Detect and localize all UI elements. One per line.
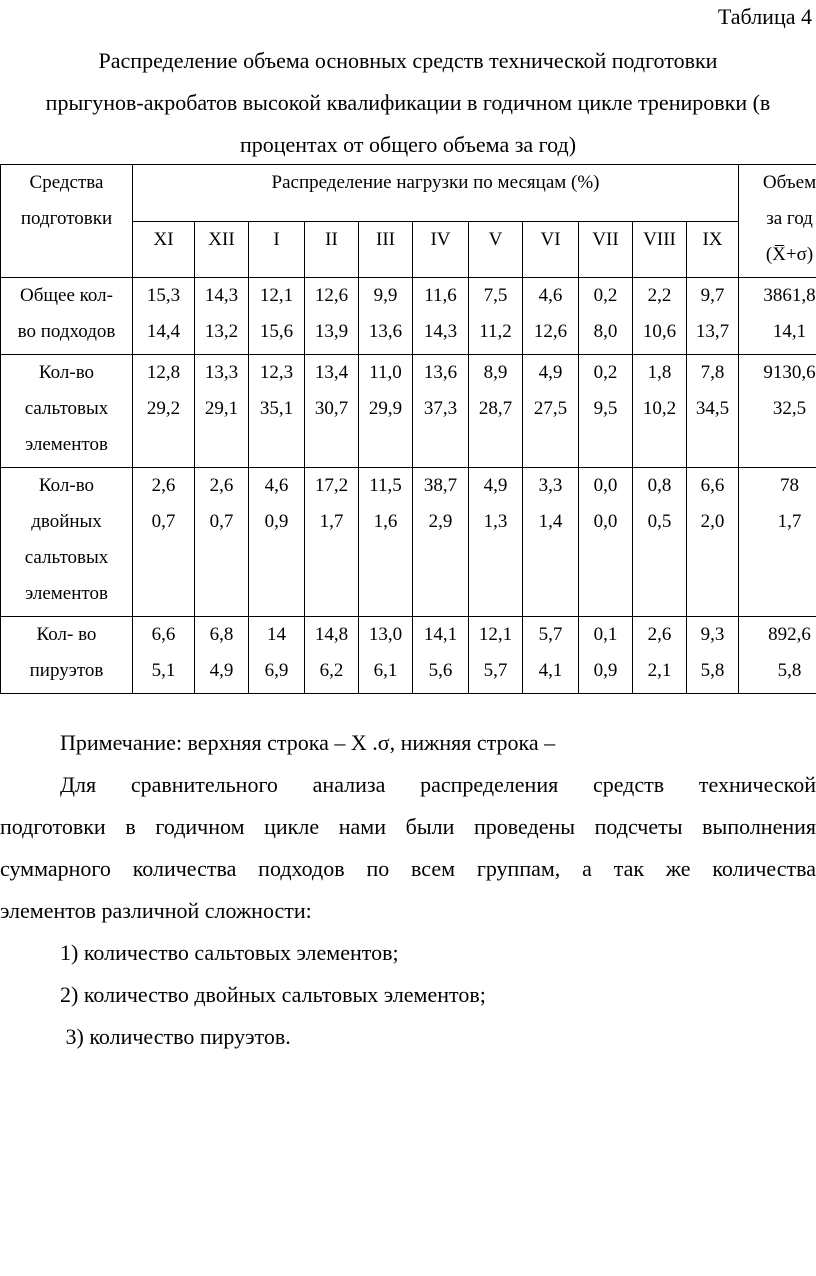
mean-value: 0,0 bbox=[593, 475, 618, 496]
mean-value: 12,6 bbox=[314, 285, 349, 306]
value-cell bbox=[195, 278, 249, 355]
mean-value: 0,2 bbox=[593, 362, 618, 383]
value-cell bbox=[579, 617, 633, 694]
mean-value: 38,7 bbox=[423, 475, 458, 496]
value-cell bbox=[413, 468, 469, 617]
mean-value: 14,3 bbox=[204, 285, 239, 306]
mean-value: 4,6 bbox=[538, 285, 563, 306]
mean-value: 0,8 bbox=[647, 475, 672, 496]
list-item: 2) количество двойных сальтовых элементов; bbox=[60, 982, 486, 1007]
table-row bbox=[1, 355, 816, 468]
month-header: VII bbox=[579, 221, 633, 278]
sd-value: 4,1 bbox=[538, 660, 563, 681]
value-cell bbox=[469, 278, 523, 355]
value-cell bbox=[633, 355, 687, 468]
sd-value: 0,9 bbox=[593, 660, 618, 681]
value-cell bbox=[523, 355, 579, 468]
sd-value: 1,4 bbox=[538, 511, 563, 532]
mean-value: 0,2 bbox=[593, 285, 618, 306]
row-label: Кол- во пируэтов bbox=[1, 617, 133, 694]
mean-value: 2,6 bbox=[647, 624, 672, 645]
mean-value: 11,5 bbox=[369, 475, 402, 496]
mean-value: 12,8 bbox=[146, 362, 181, 383]
sd-value: 12,6 bbox=[533, 321, 568, 342]
sd-value: 5,1 bbox=[151, 660, 176, 681]
mean-value: 13,4 bbox=[314, 362, 349, 383]
value-cell bbox=[305, 278, 359, 355]
sd-value: 2,9 bbox=[428, 511, 453, 532]
mean-value: 14 bbox=[267, 624, 286, 645]
month-header: V bbox=[469, 221, 523, 278]
header-months-group: Распределение нагрузки по месяцам (%) bbox=[133, 165, 739, 222]
sd-value: 6,9 bbox=[264, 660, 289, 681]
sd-value: 37,3 bbox=[423, 398, 458, 419]
sd-value: 14,4 bbox=[146, 321, 181, 342]
header-means: Средства подготовки bbox=[1, 165, 133, 278]
sd-value: 9,5 bbox=[593, 398, 618, 419]
month-header: I bbox=[249, 221, 305, 278]
mean-value: 13,0 bbox=[368, 624, 403, 645]
sd-value: 1,6 bbox=[373, 511, 398, 532]
value-cell bbox=[633, 468, 687, 617]
sd-value: 13,9 bbox=[314, 321, 349, 342]
sd-value: 34,5 bbox=[695, 398, 730, 419]
sd-value: 27,5 bbox=[533, 398, 568, 419]
value-cell bbox=[687, 468, 739, 617]
sd-value: 6,2 bbox=[319, 660, 344, 681]
sd-value: 29,1 bbox=[204, 398, 239, 419]
sd-value: 11,2 bbox=[479, 321, 512, 342]
sd-value: 14,3 bbox=[423, 321, 458, 342]
sd-value: 13,7 bbox=[695, 321, 730, 342]
sd-value: 0,0 bbox=[593, 511, 618, 532]
paragraph-line: подготовки в годичном цикле нами были проведены подсчеты выполнения bbox=[0, 814, 816, 839]
list bbox=[60, 932, 486, 1058]
month-header: IX bbox=[687, 221, 739, 278]
value-cell bbox=[579, 355, 633, 468]
value-cell bbox=[305, 617, 359, 694]
value-cell bbox=[249, 468, 305, 617]
sd-value: 2,1 bbox=[647, 660, 672, 681]
table-label: Таблица 4 bbox=[717, 4, 812, 29]
value-cell bbox=[469, 617, 523, 694]
value-cell bbox=[359, 355, 413, 468]
value-cell bbox=[133, 617, 195, 694]
mean-value: 7,5 bbox=[483, 285, 508, 306]
mean-value: 11,6 bbox=[424, 285, 457, 306]
value-cell bbox=[133, 468, 195, 617]
sd-value: 5,7 bbox=[483, 660, 508, 681]
mean-value: 7,8 bbox=[700, 362, 725, 383]
mean-value: 892,6 bbox=[768, 624, 811, 645]
value-cell bbox=[359, 468, 413, 617]
distribution-table bbox=[0, 164, 816, 694]
mean-value: 2,6 bbox=[151, 475, 176, 496]
sd-value: 1,7 bbox=[777, 511, 802, 532]
sd-value: 1,7 bbox=[319, 511, 344, 532]
mean-value: 6,8 bbox=[209, 624, 234, 645]
value-cell bbox=[413, 355, 469, 468]
mean-value: 15,3 bbox=[146, 285, 181, 306]
sd-value: 0,7 bbox=[151, 511, 176, 532]
mean-value: 9,9 bbox=[373, 285, 398, 306]
value-cell bbox=[359, 617, 413, 694]
table-title bbox=[0, 40, 816, 166]
value-cell bbox=[687, 617, 739, 694]
sd-value: 13,6 bbox=[368, 321, 403, 342]
mean-value: 2,2 bbox=[647, 285, 672, 306]
mean-value: 0,1 bbox=[593, 624, 618, 645]
value-cell bbox=[739, 617, 816, 694]
table-row bbox=[1, 617, 816, 694]
value-cell bbox=[469, 355, 523, 468]
month-header: II bbox=[305, 221, 359, 278]
mean-value: 14,8 bbox=[314, 624, 349, 645]
sd-value: 29,9 bbox=[368, 398, 403, 419]
sd-value: 10,2 bbox=[642, 398, 677, 419]
mean-value: 12,1 bbox=[259, 285, 294, 306]
value-cell bbox=[739, 278, 816, 355]
list-item: 1) количество сальтовых элементов; bbox=[60, 940, 399, 965]
paragraph-line: Для сравнительного анализа распределения средств технической bbox=[60, 772, 816, 797]
value-cell bbox=[579, 278, 633, 355]
sd-value: 0,9 bbox=[264, 511, 289, 532]
list-item: 3) количество пируэтов. bbox=[60, 1024, 291, 1049]
value-cell bbox=[413, 617, 469, 694]
value-cell bbox=[579, 468, 633, 617]
sd-value: 1,3 bbox=[483, 511, 508, 532]
mean-value: 78 bbox=[780, 475, 800, 496]
mean-value: 17,2 bbox=[314, 475, 349, 496]
value-cell bbox=[305, 468, 359, 617]
table-row bbox=[1, 468, 816, 617]
mean-value: 4,9 bbox=[538, 362, 563, 383]
value-cell bbox=[469, 468, 523, 617]
value-cell bbox=[305, 355, 359, 468]
note: Примечание: верхняя строка – X .σ, нижняя строка – bbox=[60, 730, 556, 755]
value-cell bbox=[359, 278, 413, 355]
table-row bbox=[1, 278, 816, 355]
value-cell bbox=[687, 278, 739, 355]
mean-value: 2,6 bbox=[209, 475, 234, 496]
value-cell bbox=[523, 278, 579, 355]
mean-value: 4,6 bbox=[264, 475, 289, 496]
paragraph-line: элементов различной сложности: bbox=[0, 898, 312, 923]
sd-value: 4,9 bbox=[209, 660, 234, 681]
mean-value: 12,3 bbox=[259, 362, 294, 383]
value-cell bbox=[633, 617, 687, 694]
value-cell bbox=[249, 355, 305, 468]
mean-value: 13,3 bbox=[204, 362, 239, 383]
mean-value: 8,9 bbox=[483, 362, 508, 383]
value-cell bbox=[739, 468, 816, 617]
value-cell bbox=[133, 278, 195, 355]
title-line: прыгунов-акробатов высокой квалификации в годичном цикле тренировки (в bbox=[45, 90, 771, 115]
mean-value: 1,8 bbox=[647, 362, 672, 383]
mean-value: 13,6 bbox=[423, 362, 458, 383]
sd-value: 2,0 bbox=[700, 511, 725, 532]
month-header: III bbox=[359, 221, 413, 278]
mean-value: 6,6 bbox=[151, 624, 176, 645]
sd-value: 5,8 bbox=[700, 660, 725, 681]
sd-value: 0,7 bbox=[209, 511, 234, 532]
sd-value: 6,1 bbox=[373, 660, 398, 681]
title-line: процентах от общего объема за год) bbox=[239, 132, 577, 157]
sd-value: 14,1 bbox=[772, 321, 807, 342]
value-cell bbox=[249, 617, 305, 694]
sd-value: 35,1 bbox=[259, 398, 294, 419]
mean-value: 3,3 bbox=[538, 475, 563, 496]
month-header: IV bbox=[413, 221, 469, 278]
value-cell bbox=[523, 468, 579, 617]
mean-value: 4,9 bbox=[483, 475, 508, 496]
month-header: XI bbox=[133, 221, 195, 278]
mean-value: 9,7 bbox=[700, 285, 725, 306]
month-header: XII bbox=[195, 221, 249, 278]
sd-value: 8,0 bbox=[593, 321, 618, 342]
value-cell bbox=[195, 617, 249, 694]
sd-value: 28,7 bbox=[478, 398, 513, 419]
sd-value: 0,5 bbox=[647, 511, 672, 532]
value-cell bbox=[687, 355, 739, 468]
mean-value: 9,3 bbox=[700, 624, 725, 645]
title-line: Распределение объема основных средств технической подготовки bbox=[98, 48, 718, 73]
sd-value: 29,2 bbox=[146, 398, 181, 419]
mean-value: 9130,6 bbox=[763, 362, 816, 383]
mean-value: 12,1 bbox=[478, 624, 513, 645]
row-label: Кол-во сальтовых элементов bbox=[1, 355, 133, 468]
value-cell bbox=[633, 278, 687, 355]
sd-value: 30,7 bbox=[314, 398, 349, 419]
paragraph-line: суммарного количества подходов по всем группам, а так же количества bbox=[0, 856, 816, 881]
sd-value: 10,6 bbox=[642, 321, 677, 342]
month-header: VI bbox=[523, 221, 579, 278]
value-cell bbox=[249, 278, 305, 355]
value-cell bbox=[195, 468, 249, 617]
value-cell bbox=[133, 355, 195, 468]
paragraph bbox=[0, 764, 816, 932]
mean-value: 11,0 bbox=[369, 362, 402, 383]
mean-value: 14,1 bbox=[423, 624, 458, 645]
header-row bbox=[1, 165, 816, 222]
sd-value: 5,6 bbox=[428, 660, 453, 681]
row-label: Общее кол- во подходов bbox=[1, 278, 133, 355]
mean-value: 3861,8 bbox=[763, 285, 816, 306]
header-volume: Объем за год (X̅+σ) bbox=[739, 165, 816, 278]
sd-value: 32,5 bbox=[772, 398, 807, 419]
row-label: Кол-во двойных сальтовых элементов bbox=[1, 468, 133, 617]
value-cell bbox=[523, 617, 579, 694]
month-header: VIII bbox=[633, 221, 687, 278]
sd-value: 5,8 bbox=[777, 660, 802, 681]
sd-value: 15,6 bbox=[259, 321, 294, 342]
value-cell bbox=[413, 278, 469, 355]
mean-value: 5,7 bbox=[538, 624, 563, 645]
mean-value: 6,6 bbox=[700, 475, 725, 496]
value-cell bbox=[195, 355, 249, 468]
sd-value: 13,2 bbox=[204, 321, 239, 342]
value-cell bbox=[739, 355, 816, 468]
